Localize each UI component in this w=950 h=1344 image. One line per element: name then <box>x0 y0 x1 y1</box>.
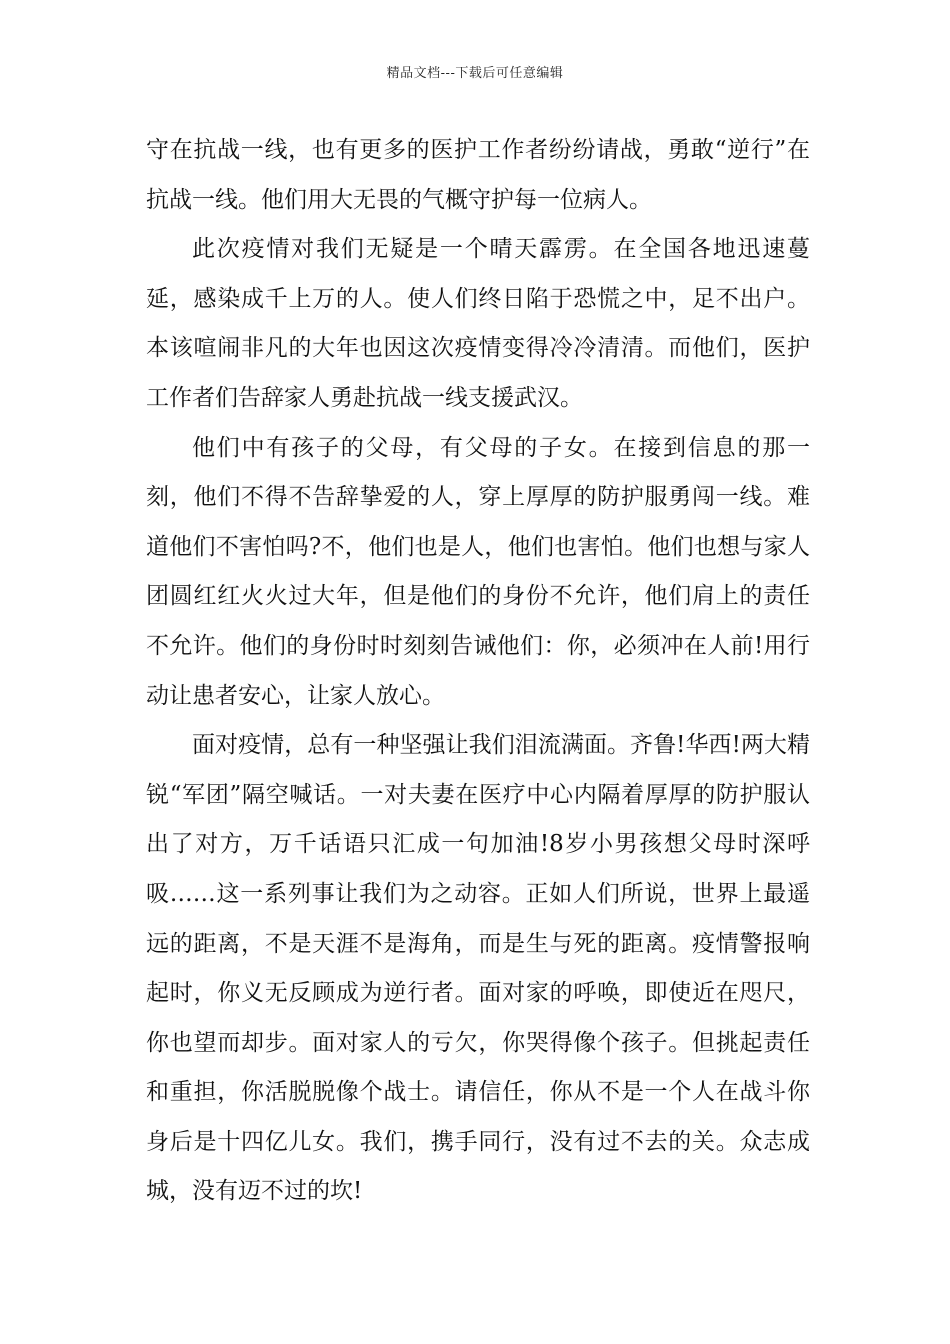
paragraph-3: 他们中有孩子的父母，有父母的子女。在接到信息的那一刻，他们不得不告辞挚爱的人，穿上厚厚的防护服勇闯一线。难道他们不害怕吗?不，他们也是人，他们也害怕。他们也想与家人团圆红红火火过大年，但是他们的身份不允许，他们肩上的责任不允许。他们的身份时时刻刻告诫他们：你，必须冲在人前!用行动让患者安心，让家人放心。 <box>146 434 810 709</box>
page-header: 精品文档---下载后可任意编辑 <box>386 66 564 81</box>
paragraph-2: 此次疫情对我们无疑是一个晴天霹雳。在全国各地迅速蔓延，感染成千上万的人。使人们终日陷于恐慌之中，足不出户。本该喧闹非凡的大年也因这次疫情变得冷冷清清。而他们，医护工作者们告辞家人勇赴抗战一线支援武汉。 <box>146 236 810 411</box>
paragraph-1: 守在抗战一线，也有更多的医护工作者纷纷请战，勇敢“逆行”在抗战一线。他们用大无畏的气概守护每一位病人。 <box>146 137 810 213</box>
document-body <box>146 126 810 1217</box>
paragraph-4: 面对疫情，总有一种坚强让我们泪流满面。齐鲁!华西!两大精锐“军团”隔空喊话。一对夫妻在医疗中心内隔着厚厚的防护服认出了对方，万千话语只汇成一句加油!8岁小男孩想父母时深呼吸……这一系列事让我们为之动容。正如人们所说，世界上最遥远的距离，不是天涯不是海角，而是生与死的距离。疫情警报响起时，你义无反顾成为逆行者。面对家的呼唤，即使近在咫尺，你也望而却步。面对家人的亏欠，你哭得像个孩子。但挑起责任和重担，你活脱脱像个战士。请信任，你从不是一个人在战斗你身后是十四亿儿女。我们，携手同行，没有过不去的关。众志成城，没有迈不过的坎! <box>146 732 810 1205</box>
